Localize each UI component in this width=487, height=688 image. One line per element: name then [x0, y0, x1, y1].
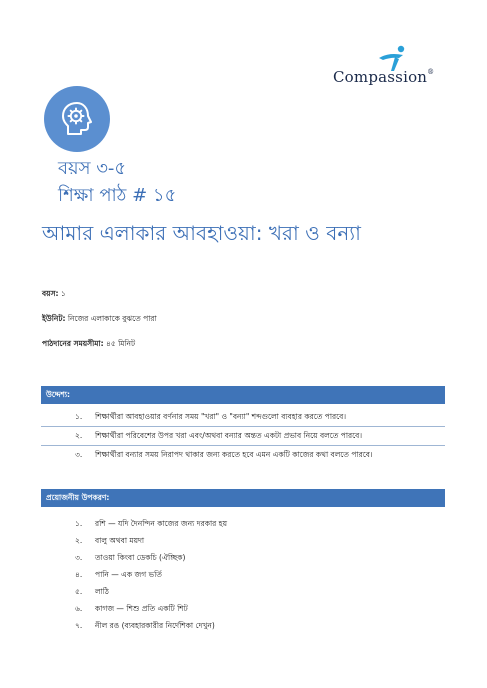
list-item: ২. বালু অথবা ময়দা [75, 536, 145, 545]
lesson-number-heading: শিক্ষা পাঠ # ১৫ [58, 185, 177, 206]
age-heading: বয়স ৩-৫ [58, 158, 127, 179]
list-item: ৩. তাওয়া কিংবা ডেকচি (ঐচ্ছিক) [75, 553, 186, 562]
list-item: ১. শিক্ষার্থীরা আবহাওয়ার বর্ণনার সময় "খরা" ও "বন্যা" শব্দগুলো ব্যবহার করতে পারবে। [41, 408, 445, 427]
meta-age [42, 289, 66, 301]
objectives-list [41, 408, 445, 464]
meta-time-value: ৪৫ মিনিট [103, 339, 136, 348]
list-item: ৭. নীল রঙ (ব্যবহারকারীর নির্দেশিকা দেখুন) [75, 621, 215, 630]
list-item: ২. শিক্ষার্থীরা পরিবেশের উপর খরা এবং/অথবা বন্যার অন্তত একটা প্রভাব নিয়ে বলতে পারবে। [41, 427, 445, 446]
meta-age-label: বয়স: [42, 289, 59, 298]
list-item: ১. রশি — যদি দৈনন্দিন কাজের জন্য দরকার হয় [75, 519, 227, 528]
brand-wordmark: Compassion® [333, 68, 435, 86]
page-title: আমার এলাকার আবহাওয়া: খরা ও বন্যা [42, 221, 361, 245]
meta-unit-label: ইউনিট: [42, 314, 66, 323]
materials-title: প্রয়োজনীয় উপকরণ: [46, 493, 110, 502]
compassion-logo [333, 44, 443, 94]
meta-unit-value: নিজের এলাকাকে বুঝতে পারা [65, 314, 157, 323]
list-item: ৬. কাগজ — শিশু প্রতি একটি শিট [75, 604, 188, 613]
objectives-header [41, 386, 445, 404]
meta-age-value: ১ [58, 289, 66, 298]
lesson-badge [44, 86, 110, 152]
meta-time-label: পাঠদানের সময়সীমা: [42, 339, 104, 348]
head-gear-icon [57, 99, 97, 139]
list-item: ৫. লাঠি [75, 587, 109, 596]
list-item: ৪. পানি — এক জগ ভর্তি [75, 570, 162, 579]
objectives-title: উদ্দেশ্য: [46, 390, 71, 399]
materials-header [41, 489, 445, 507]
materials-list [41, 515, 445, 634]
meta-unit [42, 314, 157, 326]
list-item: ৩. শিক্ষার্থীরা বন্যার সময় নিরাপদ থাকার জন্য করতে হবে এমন একটি কাজের কথা বলতে পারবে। [75, 450, 373, 459]
meta-time [42, 339, 135, 351]
